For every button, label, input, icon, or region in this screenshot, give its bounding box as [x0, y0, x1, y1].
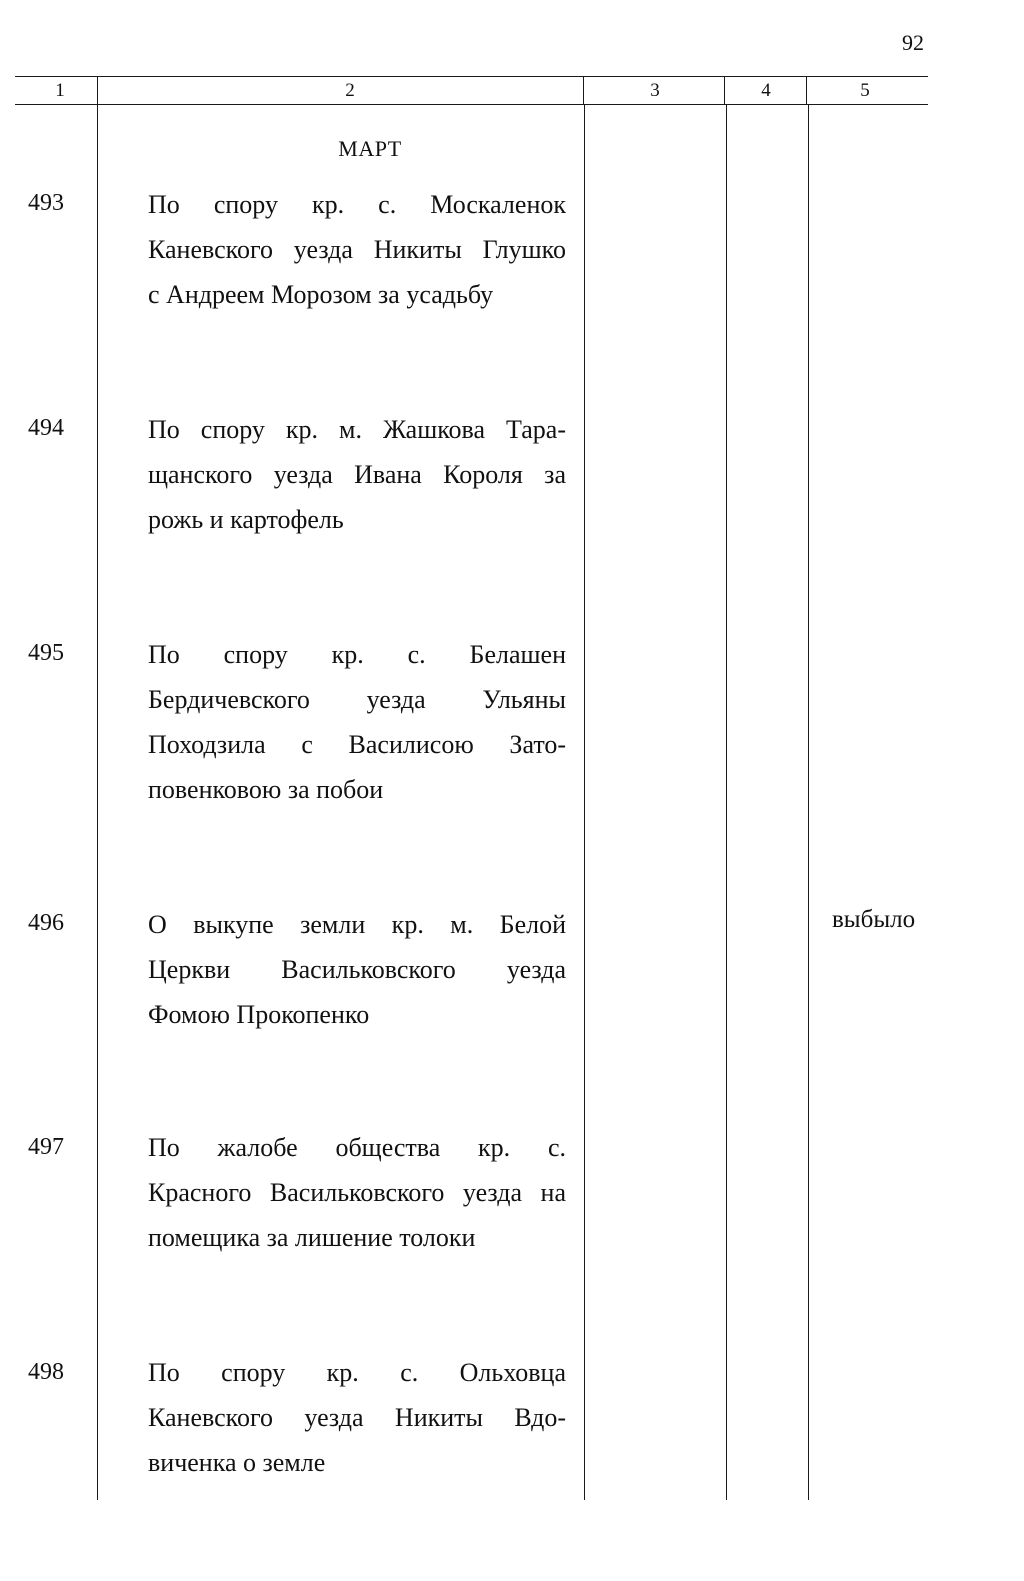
entry-line: О выкупе земли кр. м. Белой — [148, 910, 566, 939]
entry-line: Фомою Прокопенко — [148, 1000, 370, 1029]
entry-line: повенковою за побои — [148, 775, 384, 804]
entry-note: выбыло — [832, 906, 916, 933]
entry-line: с Андреем Морозом за усадьбу — [148, 280, 494, 309]
header-divider-4 — [806, 77, 807, 105]
header-divider-2 — [583, 77, 584, 105]
entry-line: Каневского уезда Никиты Вдо- — [148, 1403, 566, 1432]
entry-line: щанского уезда Ивана Короля за — [148, 460, 566, 489]
column-divider-3 — [726, 105, 727, 1500]
entry-description — [148, 632, 566, 812]
entry-number: 495 — [28, 640, 64, 666]
entry-number: 496 — [28, 910, 64, 936]
column-header-2: 2 — [345, 80, 355, 101]
entry-description — [148, 407, 566, 542]
entry-line: По спору кр. с. Ольховца — [148, 1358, 566, 1387]
entry-line: помещика за лишение толоки — [148, 1223, 476, 1252]
column-divider-1 — [97, 105, 98, 1500]
entry-description — [148, 182, 566, 317]
entry-line: По спору кр. м. Жашкова Тара- — [148, 415, 566, 444]
table-top-rule — [15, 76, 928, 77]
entry-line: По спору кр. с. Москаленок — [148, 190, 566, 219]
table-header-rule — [15, 104, 928, 105]
header-divider-3 — [724, 77, 725, 105]
entry-line: Церкви Васильковского уезда — [148, 955, 566, 984]
column-header-4: 4 — [761, 80, 771, 101]
header-divider-1 — [97, 77, 98, 105]
entry-number: 497 — [28, 1134, 64, 1160]
entry-line: Походзила с Василисою Зато- — [148, 730, 566, 759]
entry-line: По спору кр. с. Белашен — [148, 640, 566, 669]
column-header-3: 3 — [650, 80, 660, 101]
page-number: 92 — [902, 30, 924, 55]
column-header-1: 1 — [55, 80, 65, 101]
entry-line: Каневского уезда Никиты Глушко — [148, 235, 566, 264]
column-divider-2 — [584, 105, 585, 1500]
entry-line: виченка о земле — [148, 1448, 326, 1477]
entry-line: рожь и картофель — [148, 505, 344, 534]
entry-line: Красного Васильковского уезда на — [148, 1178, 566, 1207]
column-header-5: 5 — [860, 80, 870, 101]
entry-description — [148, 1125, 566, 1260]
entry-number: 493 — [28, 190, 64, 216]
entry-description — [148, 1350, 566, 1485]
section-heading-month: МАРТ — [338, 136, 402, 161]
entry-line: Бердичевского уезда Ульяны — [148, 685, 566, 714]
entry-line: По жалобе общества кр. с. — [148, 1133, 566, 1162]
entry-number: 494 — [28, 415, 64, 441]
column-divider-4 — [808, 105, 809, 1500]
entry-description — [148, 902, 566, 1037]
entry-number: 498 — [28, 1359, 64, 1385]
